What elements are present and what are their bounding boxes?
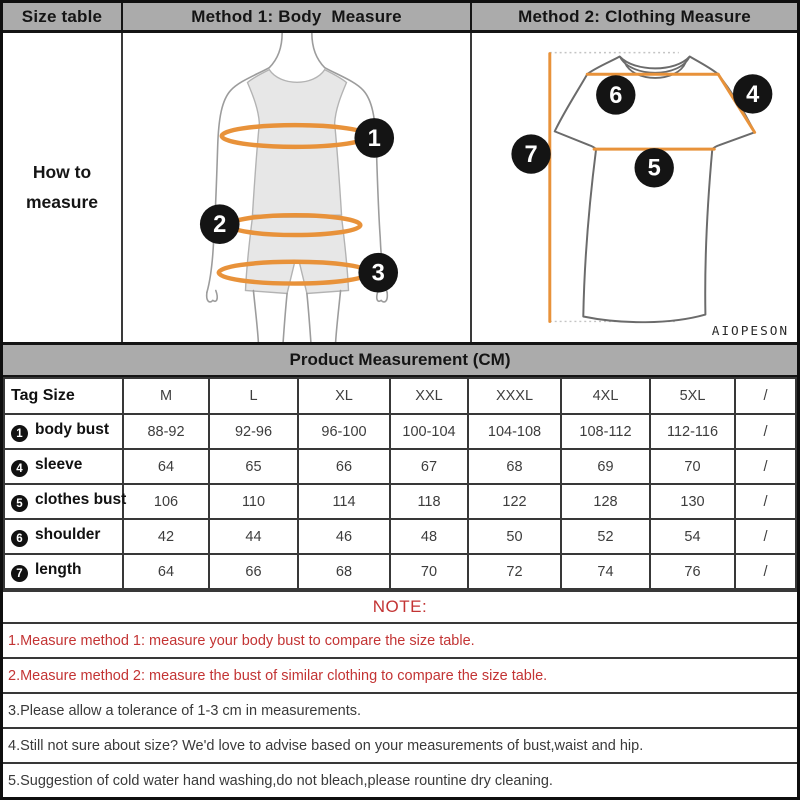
how-to-measure-label xyxy=(3,33,123,342)
measurement-cell: 74 xyxy=(561,554,650,589)
measurement-cell: 54 xyxy=(650,519,735,554)
marker-7-length xyxy=(511,134,550,173)
measurement-cell: 104-108 xyxy=(468,414,561,449)
measurement-row-label: 5 clothes bust xyxy=(4,484,123,519)
notes-list xyxy=(3,622,797,797)
tshirt-illustration xyxy=(472,33,797,342)
note-item: 3.Please allow a tolerance of 1-3 cm in measurements. xyxy=(3,692,797,727)
header-size-table xyxy=(3,3,123,33)
measurement-cell: 122 xyxy=(468,484,561,519)
marker-6-shoulder xyxy=(596,75,635,114)
measurement-cell: 128 xyxy=(561,484,650,519)
circled-number-icon: 6 xyxy=(11,530,28,547)
measurement-row xyxy=(4,484,796,519)
body-figure-illustration xyxy=(123,33,470,342)
note-item: 5.Suggestion of cold water hand washing,do not bleach,please rountine dry cleaning. xyxy=(3,762,797,797)
measurement-cell: 110 xyxy=(209,484,298,519)
measurement-cell: 76 xyxy=(650,554,735,589)
measurement-cell: 52 xyxy=(561,519,650,554)
header-method1 xyxy=(123,3,472,33)
size-col-header: 5XL xyxy=(650,378,735,414)
measurement-cell: 100-104 xyxy=(390,414,468,449)
size-col-header: L xyxy=(209,378,298,414)
measurement-cell: 50 xyxy=(468,519,561,554)
measurement-table xyxy=(3,377,797,590)
measurement-cell: / xyxy=(735,519,796,554)
size-col-header: XXL xyxy=(390,378,468,414)
circled-number-icon: 7 xyxy=(11,565,28,582)
measurement-cell: 70 xyxy=(390,554,468,589)
measurement-cell: / xyxy=(735,449,796,484)
top-header-row xyxy=(3,3,797,33)
note-item: 4.Still not sure about size? We'd love to advise based on your measurements of bust,waist and hip. xyxy=(3,727,797,762)
measurement-cell: 65 xyxy=(209,449,298,484)
circled-number-icon: 1 xyxy=(11,425,28,442)
measurement-cell: 106 xyxy=(123,484,209,519)
marker-3-hip xyxy=(358,253,398,293)
note-item: 2.Measure method 2: measure the bust of similar clothing to compare the size table. xyxy=(3,657,797,692)
marker-4-sleeve xyxy=(733,74,772,113)
measurement-cell: 42 xyxy=(123,519,209,554)
measurement-cell: 48 xyxy=(390,519,468,554)
tag-size-header: Tag Size xyxy=(4,378,123,414)
header-size-table-label: Size table xyxy=(21,6,103,26)
measurement-cell: 68 xyxy=(468,449,561,484)
measurement-row-label: 4 sleeve xyxy=(4,449,123,484)
measurement-cell: 70 xyxy=(650,449,735,484)
measurement-row xyxy=(4,449,796,484)
product-measurement-header xyxy=(3,345,797,377)
measurement-table-body xyxy=(4,414,796,589)
measurement-cell: 69 xyxy=(561,449,650,484)
measurement-row xyxy=(4,519,796,554)
diagram-row xyxy=(3,33,797,345)
measurement-cell: 66 xyxy=(209,554,298,589)
measurement-cell: 66 xyxy=(298,449,390,484)
measurement-cell: 88-92 xyxy=(123,414,209,449)
measurement-cell: 92-96 xyxy=(209,414,298,449)
measurement-cell: 44 xyxy=(209,519,298,554)
svg-text:7: 7 xyxy=(524,141,538,168)
svg-text:5: 5 xyxy=(647,155,661,182)
note-title xyxy=(3,590,797,622)
svg-text:4: 4 xyxy=(746,81,760,108)
circled-number-icon: 5 xyxy=(11,495,28,512)
size-col-header: / xyxy=(735,378,796,414)
brand-text: AIOPESON xyxy=(711,324,790,340)
size-col-header: XL xyxy=(298,378,390,414)
measurement-cell: 114 xyxy=(298,484,390,519)
measurement-cell: 96-100 xyxy=(298,414,390,449)
measurement-cell: / xyxy=(735,484,796,519)
how-to-line1: How to xyxy=(32,161,92,182)
size-col-header: XXXL xyxy=(468,378,561,414)
size-header-row xyxy=(4,378,796,414)
size-col-header: M xyxy=(123,378,209,414)
svg-text:3: 3 xyxy=(371,259,385,287)
svg-text:6: 6 xyxy=(609,82,623,109)
measurement-row-label: 1 body bust xyxy=(4,414,123,449)
size-col-header: 4XL xyxy=(561,378,650,414)
how-to-line2: measure xyxy=(26,191,98,212)
measurement-row xyxy=(4,554,796,589)
body-measure-diagram xyxy=(123,33,472,342)
marker-2-waist xyxy=(200,204,240,244)
svg-text:2: 2 xyxy=(213,211,227,239)
product-measurement-title: Product Measurement (CM) xyxy=(289,350,511,369)
measurement-row-label: 7 length xyxy=(4,554,123,589)
svg-text:1: 1 xyxy=(367,124,381,152)
measurement-cell: 118 xyxy=(390,484,468,519)
header-method2 xyxy=(472,3,797,33)
measurement-row xyxy=(4,414,796,449)
measurement-cell: 108-112 xyxy=(561,414,650,449)
header-method1-label: Method 1: Body Measure xyxy=(191,6,402,26)
measurement-cell: / xyxy=(735,414,796,449)
marker-1-bust xyxy=(354,118,394,158)
measurement-cell: 72 xyxy=(468,554,561,589)
note-title-label: NOTE: xyxy=(372,597,428,616)
measurement-cell: 64 xyxy=(123,554,209,589)
note-item: 1.Measure method 1: measure your body bust to compare the size table. xyxy=(3,622,797,657)
circled-number-icon: 4 xyxy=(11,460,28,477)
measurement-cell: / xyxy=(735,554,796,589)
header-method2-label: Method 2: Clothing Measure xyxy=(518,6,751,26)
measurement-cell: 46 xyxy=(298,519,390,554)
measurement-cell: 68 xyxy=(298,554,390,589)
measurement-cell: 130 xyxy=(650,484,735,519)
clothing-measure-diagram xyxy=(472,33,797,342)
marker-5-clothes-bust xyxy=(635,148,674,187)
measurement-cell: 112-116 xyxy=(650,414,735,449)
measurement-cell: 64 xyxy=(123,449,209,484)
measurement-cell: 67 xyxy=(390,449,468,484)
measurement-row-label: 6 shoulder xyxy=(4,519,123,554)
